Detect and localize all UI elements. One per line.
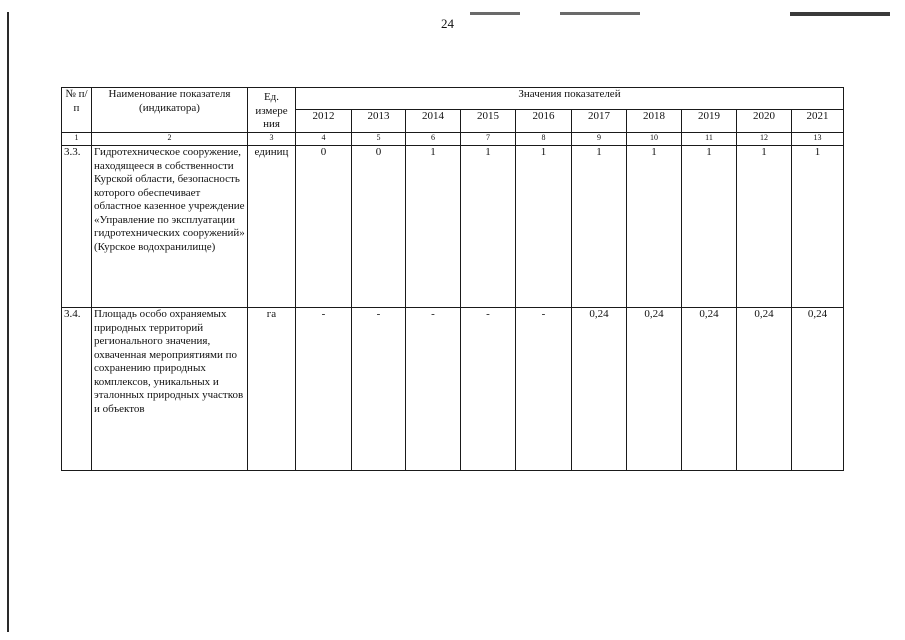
value-cell: 1	[737, 146, 792, 308]
header-year: 2021	[792, 110, 844, 133]
row-number: 3.4.	[62, 308, 92, 471]
row-number: 3.3.	[62, 146, 92, 308]
column-number: 2	[92, 133, 248, 146]
header-year: 2014	[406, 110, 461, 133]
value-cell: -	[352, 308, 406, 471]
column-number: 8	[516, 133, 572, 146]
value-cell: 1	[461, 146, 516, 308]
scan-artifact	[790, 12, 890, 16]
indicators-table	[61, 87, 844, 471]
value-cell: 0	[296, 146, 352, 308]
value-cell: 1	[516, 146, 572, 308]
header-year: 2020	[737, 110, 792, 133]
column-number: 6	[406, 133, 461, 146]
header-name: Наименование показателя (индикатора)	[92, 88, 248, 133]
value-cell: 1	[406, 146, 461, 308]
header-year: 2016	[516, 110, 572, 133]
column-number-row	[62, 133, 844, 146]
column-number: 12	[737, 133, 792, 146]
value-cell: -	[461, 308, 516, 471]
value-cell: 0,24	[792, 308, 844, 471]
table-row	[62, 308, 844, 471]
value-cell: 0,24	[572, 308, 627, 471]
indicator-name: Гидротехническое сооружение, находящееся в собственности Курской области, безопасность которого обеспечивает областное казенное учреждение «Управление по эксплуатации гидротехнических сооружений» (Курское водохранилище)	[92, 146, 248, 308]
column-number: 4	[296, 133, 352, 146]
header-year: 2013	[352, 110, 406, 133]
column-number: 1	[62, 133, 92, 146]
column-number: 11	[682, 133, 737, 146]
header-unit: Ед. измере ния	[248, 88, 296, 133]
value-cell: 0,24	[682, 308, 737, 471]
value-cell: 1	[627, 146, 682, 308]
header-year: 2015	[461, 110, 516, 133]
column-number: 3	[248, 133, 296, 146]
value-cell: 1	[572, 146, 627, 308]
indicator-name: Площадь особо охраняемых природных территорий регионального значения, охваченная мероприятиями по сохранению природных комплексов, уникальных и эталонных природных участков и объектов	[92, 308, 248, 471]
header-year: 2018	[627, 110, 682, 133]
column-number: 5	[352, 133, 406, 146]
header-row	[62, 88, 844, 110]
column-number: 13	[792, 133, 844, 146]
value-cell: -	[406, 308, 461, 471]
column-number: 9	[572, 133, 627, 146]
value-cell: -	[516, 308, 572, 471]
header-values-group: Значения показателей	[296, 88, 844, 110]
header-year: 2012	[296, 110, 352, 133]
unit-cell: га	[248, 308, 296, 471]
header-num: № п/п	[62, 88, 92, 133]
value-cell: 0,24	[627, 308, 682, 471]
scan-artifact	[560, 12, 640, 15]
header-year: 2019	[682, 110, 737, 133]
column-number: 7	[461, 133, 516, 146]
value-cell: 1	[682, 146, 737, 308]
value-cell: 1	[792, 146, 844, 308]
value-cell: 0	[352, 146, 406, 308]
table-row	[62, 146, 844, 308]
scan-border-line	[7, 12, 9, 632]
unit-cell: единиц	[248, 146, 296, 308]
column-number: 10	[627, 133, 682, 146]
header-year: 2017	[572, 110, 627, 133]
scan-artifact	[470, 12, 520, 15]
value-cell: 0,24	[737, 308, 792, 471]
page-number: 24	[441, 16, 454, 31]
value-cell: -	[296, 308, 352, 471]
